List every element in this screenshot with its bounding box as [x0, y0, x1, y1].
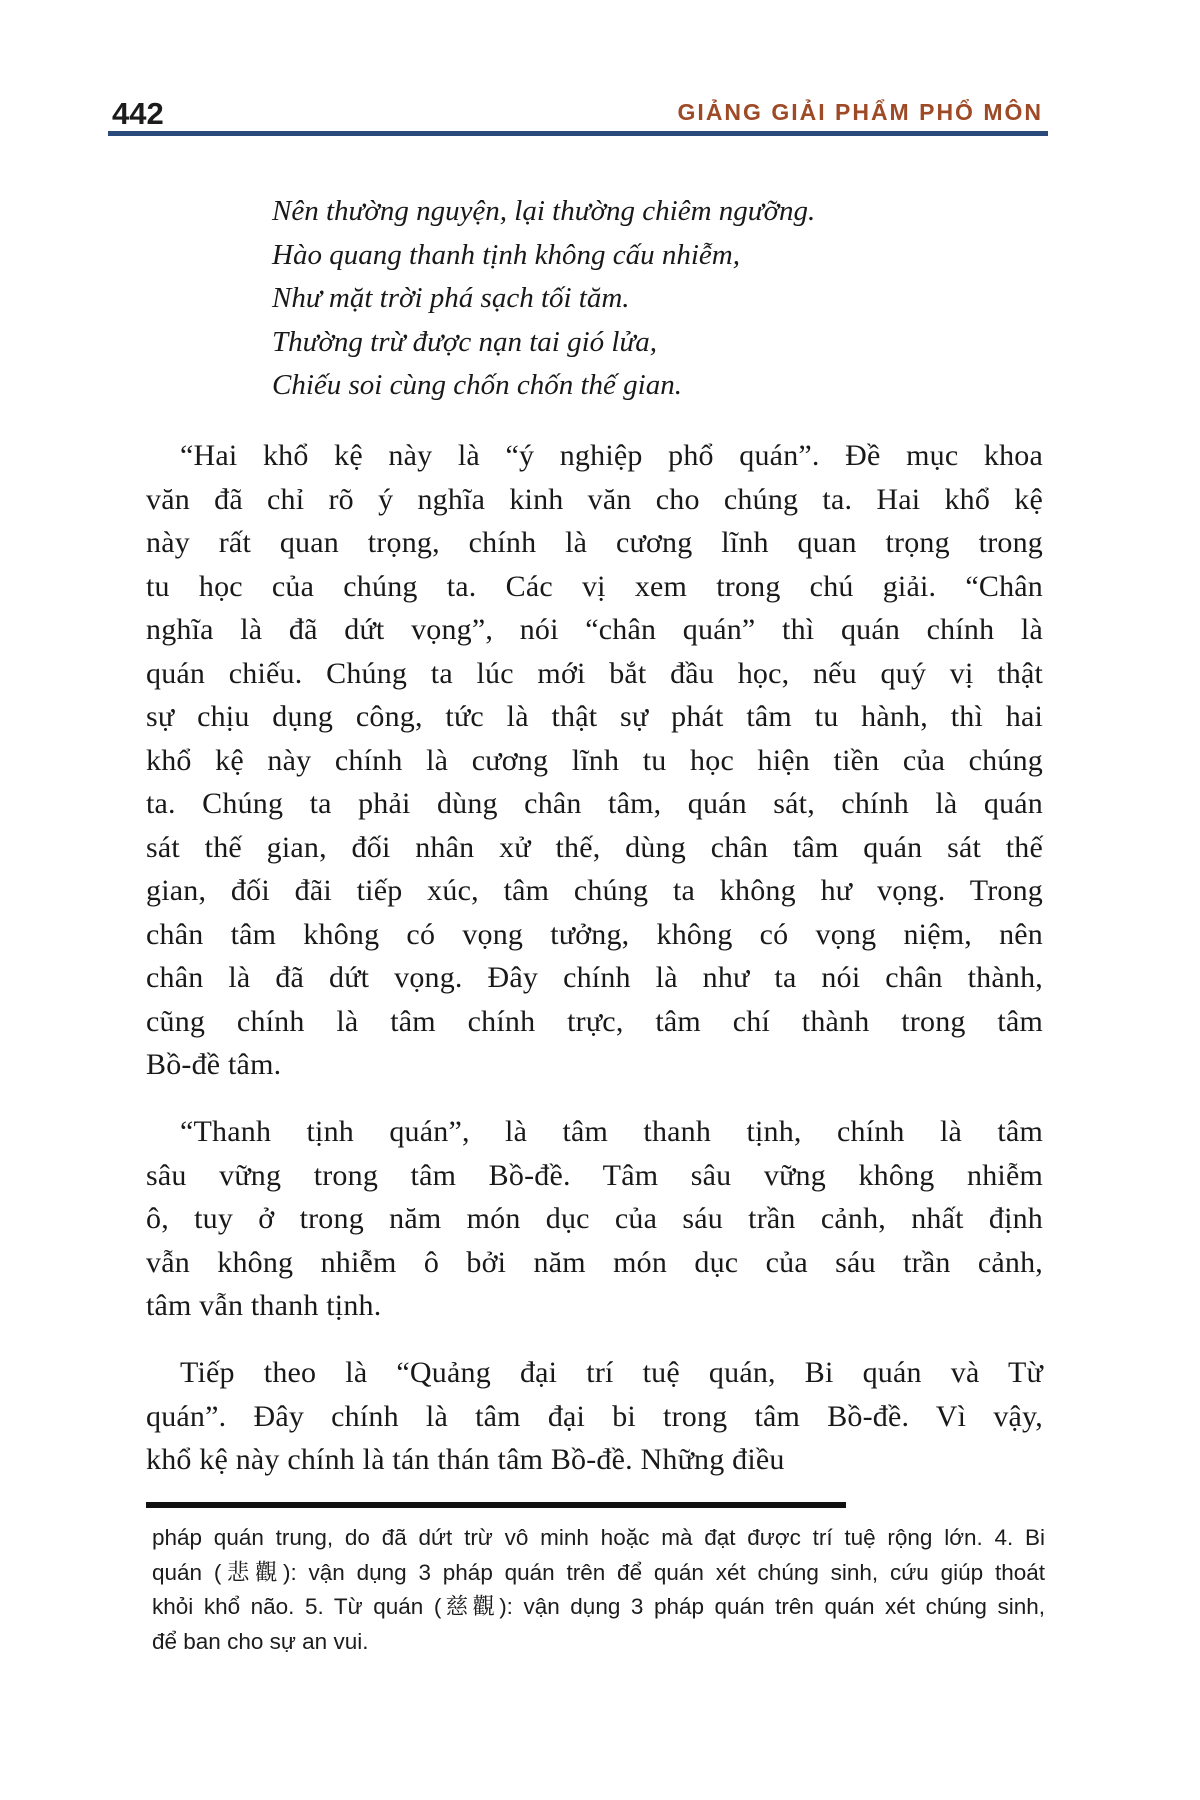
- paragraph: [146, 1351, 1043, 1482]
- verse-line: Hào quang thanh tịnh không cấu nhiễm,: [272, 238, 740, 271]
- footnote-line: khỏi khổ não. 5. Từ quán (慈觀): vận dụng 3 pháp quán trên quán xét chúng sinh,: [152, 1594, 1045, 1619]
- page-number: 442: [112, 96, 164, 131]
- text-line: văn đã chỉ rõ ý nghĩa kinh văn cho chúng ta. Hai khổ kệ: [146, 482, 1043, 516]
- text-line: sát thế gian, đối nhân xử thế, dùng chân tâm quán sát thế: [146, 830, 1043, 864]
- text-line: sự chịu dụng công, tức là thật sự phát tâm tu hành, thì hai: [146, 700, 1043, 733]
- body-text: [146, 434, 1043, 1482]
- text-line: ta. Chúng ta phải dùng chân tâm, quán sát, chính là quán: [146, 787, 1043, 820]
- footnote-line: pháp quán trung, do đã dứt trừ vô minh hoặc mà đạt được trí tuệ rộng lớn. 4. Bi: [152, 1525, 1045, 1550]
- header-rule: [108, 131, 1048, 136]
- running-title: GIẢNG GIẢI PHẨM PHỔ MÔN: [677, 99, 1043, 125]
- verse-line: Thường trừ được nạn tai gió lửa,: [272, 325, 658, 358]
- text-line: này rất quan trọng, chính là cương lĩnh quan trọng trong: [146, 526, 1043, 559]
- footnote-block: [152, 1521, 1045, 1659]
- text-line: Tiếp theo là “Quảng đại trí tuệ quán, Bi quán và Từ: [180, 1356, 1043, 1389]
- text-line: tu học của chúng ta. Các vị xem trong chú giải. “Chân: [146, 569, 1043, 603]
- text-line: quán chiếu. Chúng ta lúc mới bắt đầu học, nếu quý vị thật: [146, 656, 1043, 690]
- footnote-line: để ban cho sự an vui.: [152, 1628, 369, 1654]
- text-line: tâm vẫn thanh tịnh.: [146, 1289, 382, 1322]
- verse-line: Nên thường nguyện, lại thường chiêm ngưỡng.: [272, 195, 816, 227]
- text-line: khổ kệ này chính là tán thán tâm Bồ-đề. Những điều: [146, 1443, 785, 1476]
- text-line: sâu vững trong tâm Bồ-đề. Tâm sâu vững không nhiễm: [146, 1158, 1043, 1192]
- footnote-rule: [146, 1502, 846, 1508]
- text-line: “Hai khổ kệ này là “ý nghiệp phổ quán”. Đề mục khoa: [180, 439, 1043, 472]
- paragraph: [146, 1110, 1043, 1328]
- text-line: chân là đã dứt vọng. Đây chính là như ta nói chân thành,: [146, 961, 1043, 994]
- text-line: nghĩa là đã dứt vọng”, nói “chân quán” thì quán chính là: [146, 613, 1043, 646]
- text-line: vẫn không nhiễm ô bởi năm món dục của sáu trần cảnh,: [146, 1245, 1043, 1279]
- text-line: “Thanh tịnh quán”, là tâm thanh tịnh, chính là tâm: [180, 1115, 1043, 1148]
- text-line: khổ kệ này chính là cương lĩnh tu học hiện tiền của chúng: [146, 743, 1043, 777]
- text-line: Bồ-đề tâm.: [146, 1048, 282, 1081]
- text-line: ô, tuy ở trong năm món dục của sáu trần cảnh, nhất định: [146, 1202, 1043, 1235]
- footnote-line: quán (悲觀): vận dụng 3 pháp quán trên để quán xét chúng sinh, cứu giúp thoát: [152, 1559, 1045, 1585]
- verse-line: Như mặt trời phá sạch tối tăm.: [272, 282, 630, 314]
- verse-line: Chiếu soi cùng chốn chốn thế gian.: [272, 369, 682, 401]
- text-line: cũng chính là tâm chính trực, tâm chí thành trong tâm: [146, 1004, 1043, 1038]
- text-line: chân tâm không có vọng tưởng, không có vọng niệm, nên: [146, 917, 1043, 951]
- paragraph: [146, 434, 1043, 1087]
- text-line: gian, đối đãi tiếp xúc, tâm chúng ta không hư vọng. Trong: [146, 874, 1043, 907]
- verse-block: [272, 190, 815, 408]
- text-line: quán”. Đây chính là tâm đại bi trong tâm Bồ-đề. Vì vậy,: [146, 1399, 1043, 1433]
